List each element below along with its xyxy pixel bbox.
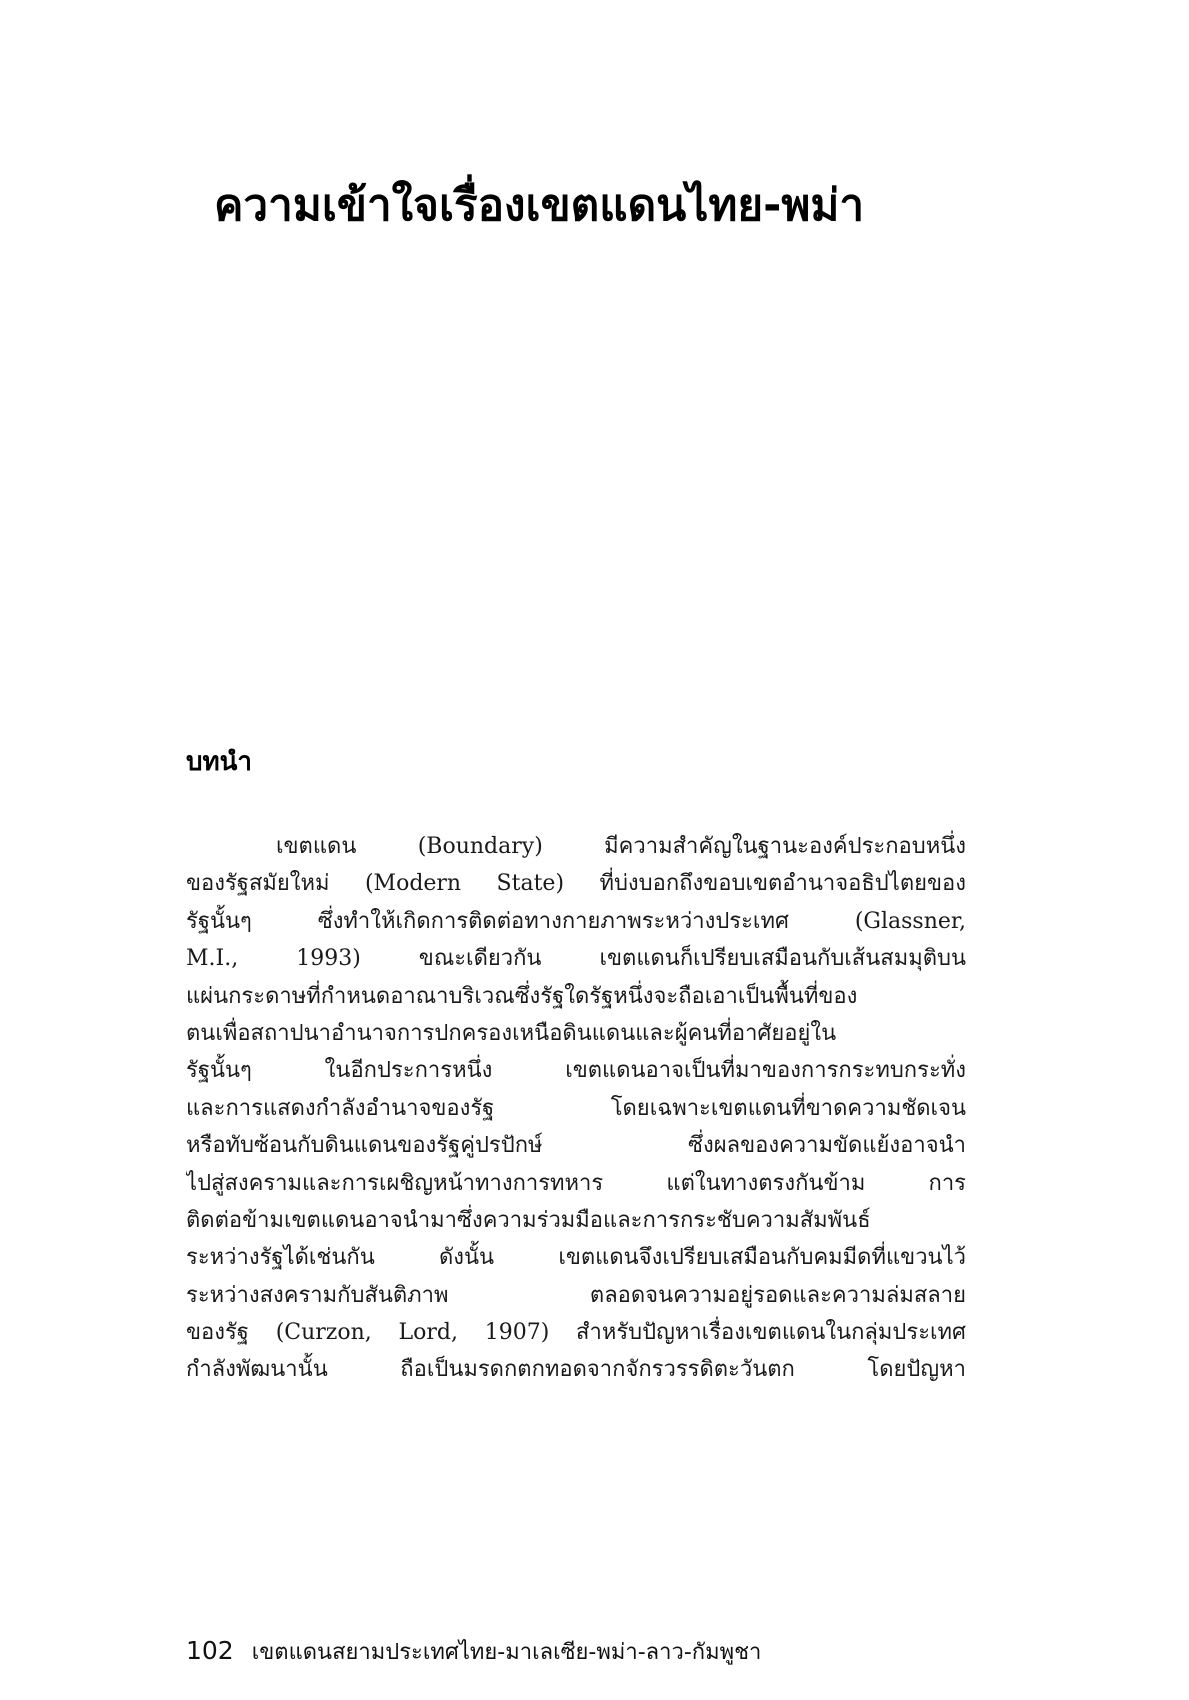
paragraph-line: M.I., 1993) ขณะเดียวกัน เขตแดนก็เปรียบเสมือนกับเส้นสมมุติบน — [186, 946, 966, 972]
paragraph-line: กำลังพัฒนานั้น ถือเป็นมรดกตกทอดจากจักรวรรดิตะวันตก โดยปัญหา — [186, 1357, 966, 1383]
paragraph-line: รัฐนั้นๆ ซึ่งทำให้เกิดการติดต่อทางกายภาพระหว่างประเทศ (Glassner, — [186, 908, 966, 934]
section-heading: บทนำ — [186, 747, 253, 777]
paragraph-line: ของรัฐ (Curzon, Lord, 1907) สำหรับปัญหาเรื่องเขตแดนในกลุ่มประเทศ — [186, 1320, 966, 1346]
body-paragraph — [186, 828, 966, 1389]
paragraph-line: ของรัฐสมัยใหม่ (Modern State) ที่บ่งบอกถึงขอบเขตอำนาจอธิปไตยของ — [186, 871, 966, 897]
paragraph-line: และการแสดงกำลังอำนาจของรัฐ โดยเฉพาะเขตแดนที่ขาดความชัดเจน — [186, 1095, 966, 1121]
running-book-title: เขตแดนสยามประเทศไทย-มาเลเซีย-พม่า-ลาว-กัมพูชา — [251, 1640, 762, 1665]
paragraph-line: แผ่นกระดาษที่กำหนดอาณาบริเวณซึ่งรัฐใดรัฐหนึ่งจะถือเอาเป็นพื้นที่ของ — [186, 983, 858, 1009]
paragraph-line: หรือทับซ้อนกับดินแดนของรัฐคู่ปรปักษ์ ซึ่งผลของความขัดแย้งอาจนำ — [186, 1133, 966, 1159]
paragraph-line: ไปสู่สงครามและการเผชิญหน้าทางการทหาร แต่ในทางตรงกันข้าม การ — [186, 1170, 966, 1196]
paragraph-line: ติดต่อข้ามเขตแดนอาจนำมาซึ่งความร่วมมือและการกระชับความสัมพันธ์ — [186, 1207, 871, 1233]
paragraph-line: ระหว่างรัฐได้เช่นกัน ดังนั้น เขตแดนจึงเปรียบเสมือนกับคมมีดที่แขวนไว้ — [186, 1245, 966, 1271]
paragraph-line: เขตแดน (Boundary) มีความสำคัญในฐานะองค์ประกอบหนึ่ง — [276, 834, 966, 859]
page-footer — [186, 1633, 986, 1671]
chapter-title: ความเข้าใจเรื่องเขตแดนไทย-พม่า — [214, 180, 865, 231]
paragraph-line: ระหว่างสงครามกับสันติภาพ ตลอดจนความอยู่รอดและความล่มสลาย — [186, 1282, 966, 1308]
page-number: 102 — [186, 1636, 234, 1665]
paragraph-line: รัฐนั้นๆ ในอีกประการหนึ่ง เขตแดนอาจเป็นที่มาของการกระทบกระทั่ง — [186, 1058, 966, 1084]
paragraph-line: ตนเพื่อสถาปนาอำนาจการปกครองเหนือดินแดนและผู้คนที่อาศัยอยู่ใน — [186, 1020, 837, 1046]
